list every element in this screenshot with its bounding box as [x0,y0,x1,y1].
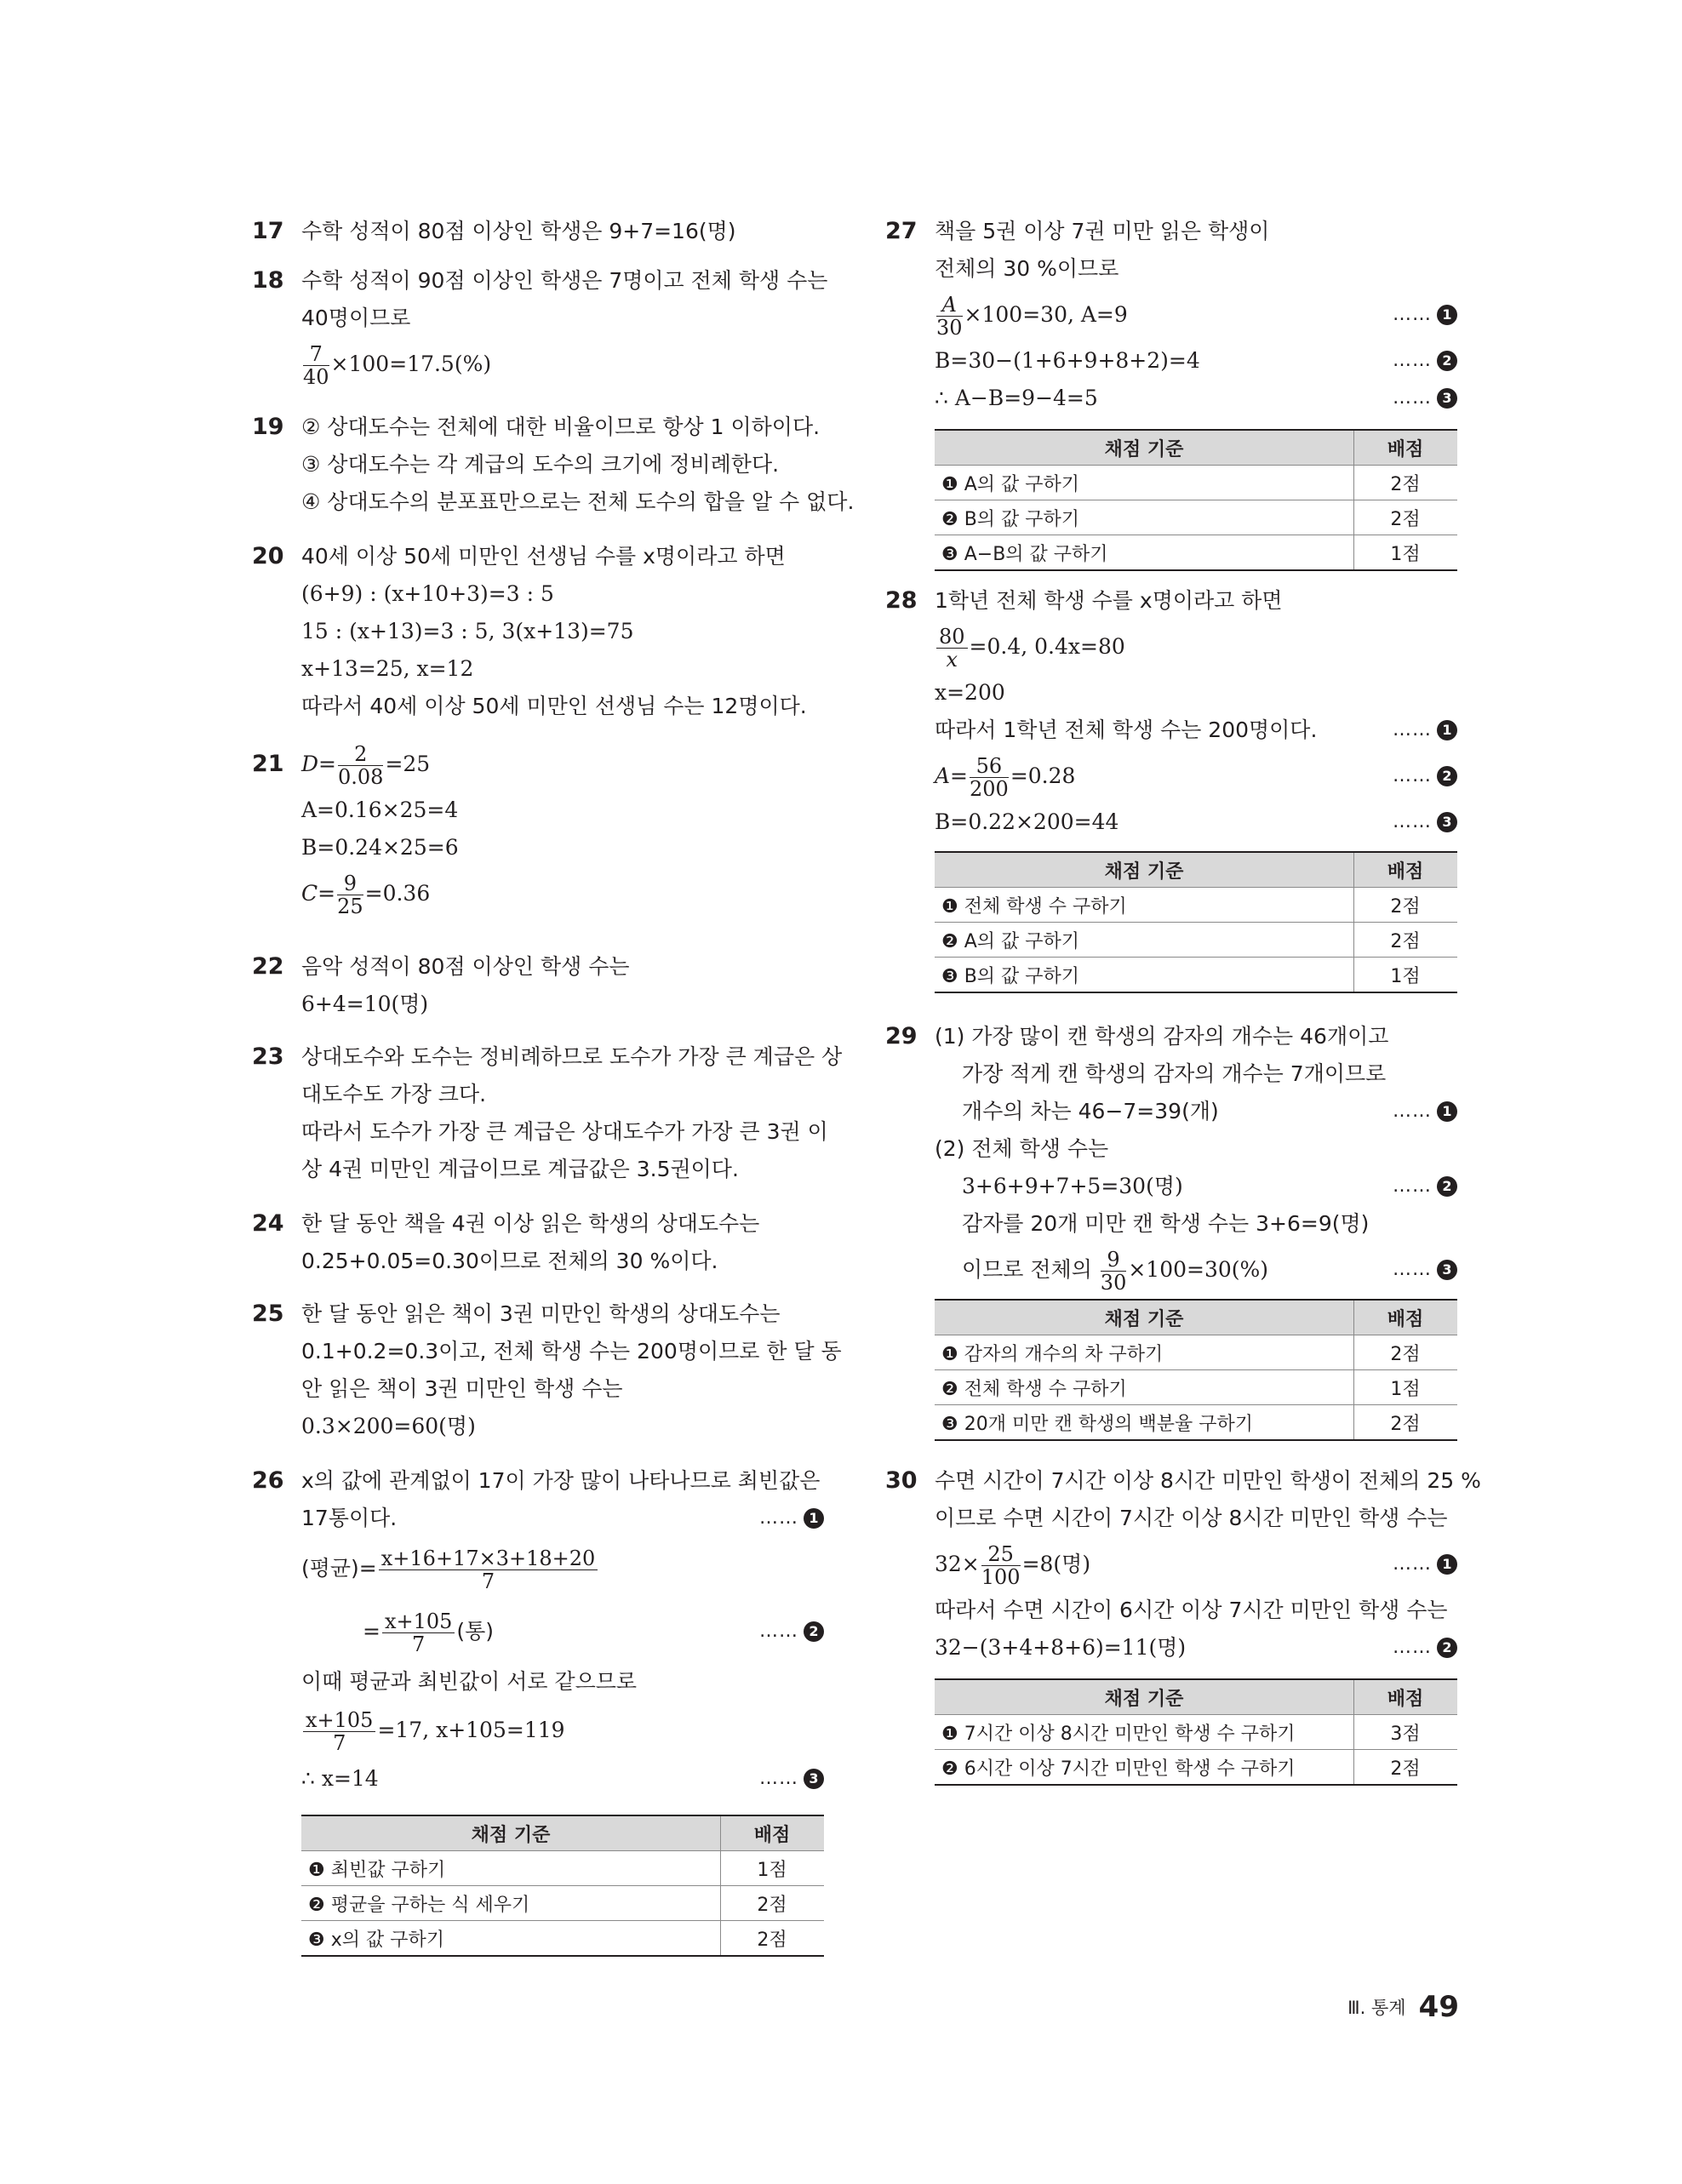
formula-line: D= $\frac{2}{0.08}$ =25 [301,742,431,789]
table-row: ❶ A의 값 구하기 2점 [935,466,1457,500]
scoring-table [935,851,1457,993]
solution-line: 17통이다. …… 1 [301,1500,824,1537]
circled-number-1: 1 [1437,1554,1457,1575]
points-header: 배점 [1354,1679,1458,1715]
fraction: $\frac{25}{100}$ [981,1542,1021,1589]
solution-line: 한 달 동안 읽은 책이 3권 미만인 학생의 상대도수는 [301,1301,781,1326]
solution-line: x의 값에 관계없이 17이 가장 많이 나타나므로 최빈값은 [301,1468,821,1493]
step-marker: …… 3 [759,1760,824,1798]
table-header-row [935,1300,1457,1335]
step-marker: …… 1 [1393,1537,1457,1592]
formula-line: ∴ x=14 …… 3 [301,1760,824,1798]
circled-number-1: 1 [1437,1101,1457,1122]
formula-line: B=0.22×200=44 …… 3 [935,803,1457,841]
step-marker: …… 2 [1393,1629,1457,1667]
table-header-row [301,1815,824,1851]
problem-number: 24 [252,1210,284,1237]
solution-line: ④ 상대도수의 분포표만으로는 전체 도수의 합을 알 수 없다. [301,489,855,514]
step-marker: …… 1 [759,1500,824,1537]
table-header-row [935,852,1457,888]
formula-line: 6+4=10(명) [301,992,429,1016]
criteria-header: 채점 기준 [301,1815,721,1851]
circled-number-2: 2 [804,1621,824,1642]
fraction: $\frac{x+16+17\times 3+18+20}{7}$ [379,1548,598,1592]
problem-number: 21 [252,751,284,777]
scoring-table [935,1678,1457,1786]
solution-line: 개수의 차는 46−7=39(개) …… 1 [935,1093,1457,1130]
solution-line: 가장 적게 캔 학생의 감자의 개수는 7개이므로 [962,1061,1387,1086]
formula-line: $\frac{A}{30}$ ×100=30, A=9 …… 1 [935,288,1457,342]
table-header-row [935,1679,1457,1715]
scoring-table [935,1299,1457,1441]
problem-number: 17 [252,218,284,244]
fraction: $\frac{7}{40}$ [303,342,329,389]
table-row: ❶ 7시간 이상 8시간 미만인 학생 수 구하기 3점 [935,1715,1457,1750]
table-row: ❸ A−B의 값 구하기 1점 [935,535,1457,571]
points-header: 배점 [721,1815,825,1851]
solution-line: 따라서 도수가 가장 큰 계급은 상대도수가 가장 큰 3권 이 [301,1119,828,1144]
table-row: ❷ B의 값 구하기 2점 [935,500,1457,535]
solution-line: 수학 성적이 80점 이상인 학생은 9+7=16(명) [301,219,736,243]
step-marker: …… 3 [1393,380,1457,417]
solution-line: 수학 성적이 90점 이상인 학생은 7명이고 전체 학생 수는 [301,268,828,293]
circled-number-2: 2 [1437,1176,1457,1197]
criteria-header: 채점 기준 [935,430,1354,466]
fraction: $\frac{9}{30}$ [1100,1247,1127,1295]
page-footer [1347,1990,1459,2024]
formula-line: ∴ A−B=9−4=5 …… 3 [935,380,1457,417]
formula-line: 15 : (x+13)=3 : 5, 3(x+13)=75 [301,619,634,643]
problem-number: 23 [252,1043,284,1070]
step-marker: …… 2 [759,1600,824,1663]
formula-line: 32−(3+4+8+6)=11(명) …… 2 [935,1629,1457,1667]
formula-line: (평균)= $\frac{x+16+17\times 3+18+20}{7}$ [301,1537,824,1600]
solution-line: 책을 5권 이상 7권 미만 읽은 학생이 [935,219,1270,243]
problem-number: 28 [885,587,918,614]
problem-number: 22 [252,953,284,980]
table-row: ❷ 6시간 이상 7시간 미만인 학생 수 구하기 2점 [935,1750,1457,1786]
formula-line: $\frac{7}{40}$ ×100=17.5(%) [303,342,492,389]
table-row: ❷ 평균을 구하는 식 세우기 2점 [301,1886,824,1921]
solution-line: 따라서 1학년 전체 학생 수는 200명이다. …… 1 [935,712,1457,749]
solution-line: 따라서 40세 이상 50세 미만인 선생님 수는 12명이다. [301,694,807,718]
step-marker: …… 1 [1393,712,1457,749]
solution-line: 40세 이상 50세 미만인 선생님 수를 x명이라고 하면 [301,544,786,569]
solution-line: 수면 시간이 7시간 이상 8시간 미만인 학생이 전체의 25 % [935,1468,1481,1493]
solution-line: 음악 성적이 80점 이상인 학생 수는 [301,954,630,979]
formula-line: (6+9) : (x+10+3)=3 : 5 [301,581,554,606]
table-row: ❶ 전체 학생 수 구하기 2점 [935,888,1457,923]
formula-line: x+13=25, x=12 [301,656,474,681]
solution-line: 이므로 전체의 $\frac{9}{30}$ ×100=30(%) …… 3 [935,1243,1457,1297]
formula-line: x=200 [935,680,1005,705]
formula-line: B=0.24×25=6 [301,835,459,860]
circled-number-1: 1 [1437,720,1457,740]
table-row: ❷ 전체 학생 수 구하기 1점 [935,1370,1457,1405]
circled-number-2: 2 [1437,1638,1457,1658]
solution-line: 대도수도 가장 크다. [301,1082,487,1106]
problem-number: 18 [252,267,284,294]
step-marker: …… 3 [1393,1243,1457,1297]
solution-line: 전체의 30 %이므로 [935,256,1119,281]
solution-line: 상 4권 미만인 계급이므로 계급값은 3.5권이다. [301,1157,739,1181]
criteria-header: 채점 기준 [935,852,1354,888]
formula-line: A= $\frac{56}{200}$ =0.28 …… 2 [935,749,1457,803]
step-marker: …… 2 [1393,749,1457,803]
table-row: ❸ x의 값 구하기 2점 [301,1921,824,1957]
step-marker: …… 2 [1393,1168,1457,1205]
table-row: ❶ 최빈값 구하기 1점 [301,1851,824,1886]
fraction: $\frac{2}{0.08}$ [338,742,384,789]
formula-line: $\frac{80}{x}$ =0.4, 0.4x=80 [935,620,1457,674]
problem-number: 20 [252,543,284,569]
problem-number: 30 [885,1467,918,1494]
section-label: Ⅲ. 통계 [1347,1998,1406,2018]
circled-number-3: 3 [804,1769,824,1789]
criteria-header: 채점 기준 [935,1300,1354,1335]
fraction: $\frac{x+105}{7}$ [303,1710,375,1753]
solution-line: 안 읽은 책이 3권 미만인 학생 수는 [301,1376,623,1401]
table-row: ❶ 감자의 개수의 차 구하기 2점 [935,1335,1457,1370]
formula-line: C= $\frac{9}{25}$ =0.36 [301,872,431,918]
problem-number: 27 [885,218,918,244]
circled-number-1: 1 [804,1508,824,1529]
solution-line: 0.1+0.2=0.3이고, 전체 학생 수는 200명이므로 한 달 동 [301,1339,842,1364]
step-marker: …… 2 [1393,342,1457,380]
fraction: $\frac{56}{200}$ [970,754,1009,801]
scoring-table [935,429,1457,571]
solution-line: 이므로 수면 시간이 7시간 이상 8시간 미만인 학생 수는 [935,1506,1448,1530]
table-row: ❷ A의 값 구하기 2점 [935,923,1457,958]
step-marker: …… 3 [1393,803,1457,841]
solution-line: 1학년 전체 학생 수를 x명이라고 하면 [935,588,1283,613]
solution-line: 따라서 수면 시간이 6시간 이상 7시간 미만인 학생 수는 [935,1598,1448,1622]
solution-line: ③ 상대도수는 각 계급의 도수의 크기에 정비례한다. [301,452,780,477]
points-header: 배점 [1354,430,1458,466]
circled-number-3: 3 [1437,388,1457,409]
table-row: ❸ 20개 미만 캔 학생의 백분율 구하기 2점 [935,1405,1457,1441]
solution-line: 이때 평균과 최빈값이 서로 같으므로 [301,1669,638,1694]
solution-line: (1) 가장 많이 캔 학생의 감자의 개수는 46개이고 [935,1024,1389,1049]
circled-number-2: 2 [1437,766,1457,786]
formula-line: B=30−(1+6+9+8+2)=4 …… 2 [935,342,1457,380]
points-header: 배점 [1354,852,1458,888]
formula-line: $\frac{x+105}{7}$ =17, x+105=119 [301,1701,824,1760]
circled-number-3: 3 [1437,1260,1457,1280]
table-header-row [935,430,1457,466]
fraction: $\frac{9}{25}$ [337,872,363,918]
formula-line: 32× $\frac{25}{100}$ =8(명) …… 1 [935,1537,1457,1592]
solution-line: 40명이므로 [301,306,411,330]
solution-line: 한 달 동안 책을 4권 이상 읽은 학생의 상대도수는 [301,1211,760,1236]
solution-line: ② 상대도수는 전체에 대한 비율이므로 항상 1 이하이다. [301,415,821,439]
circled-number-1: 1 [1437,305,1457,325]
formula-line: 0.3×200=60(명) [301,1414,476,1438]
solution-line: (2) 전체 학생 수는 [935,1136,1109,1161]
formula-line: 3+6+9+7+5=30(명) …… 2 [935,1168,1457,1205]
table-row: ❸ B의 값 구하기 1점 [935,958,1457,993]
problem-number: 25 [252,1301,284,1327]
formula-line: = $\frac{x+105}{7}$ (통) …… 2 [301,1600,824,1663]
points-header: 배점 [1354,1300,1458,1335]
solution-line: 상대도수와 도수는 정비례하므로 도수가 가장 큰 계급은 상 [301,1044,843,1069]
fraction: $\frac{x+105}{7}$ [382,1611,455,1655]
fraction: $\frac{80}{x}$ [936,626,968,670]
step-marker: …… 1 [1393,288,1457,342]
criteria-header: 채점 기준 [935,1679,1354,1715]
circled-number-3: 3 [1437,812,1457,832]
circled-number-2: 2 [1437,351,1457,371]
scoring-table [301,1815,824,1957]
problem-number: 19 [252,414,284,440]
fraction: $\frac{A}{30}$ [936,293,963,340]
formula-line: A=0.16×25=4 [301,798,459,822]
solution-line: 0.25+0.05=0.30이므로 전체의 30 %이다. [301,1249,718,1273]
problem-number: 26 [252,1467,284,1494]
problem-number: 29 [885,1023,918,1049]
solution-line: 감자를 20개 미만 캔 학생 수는 3+6=9(명) [962,1211,1370,1236]
page-number: 49 [1418,1990,1459,2024]
step-marker: …… 1 [1393,1093,1457,1130]
